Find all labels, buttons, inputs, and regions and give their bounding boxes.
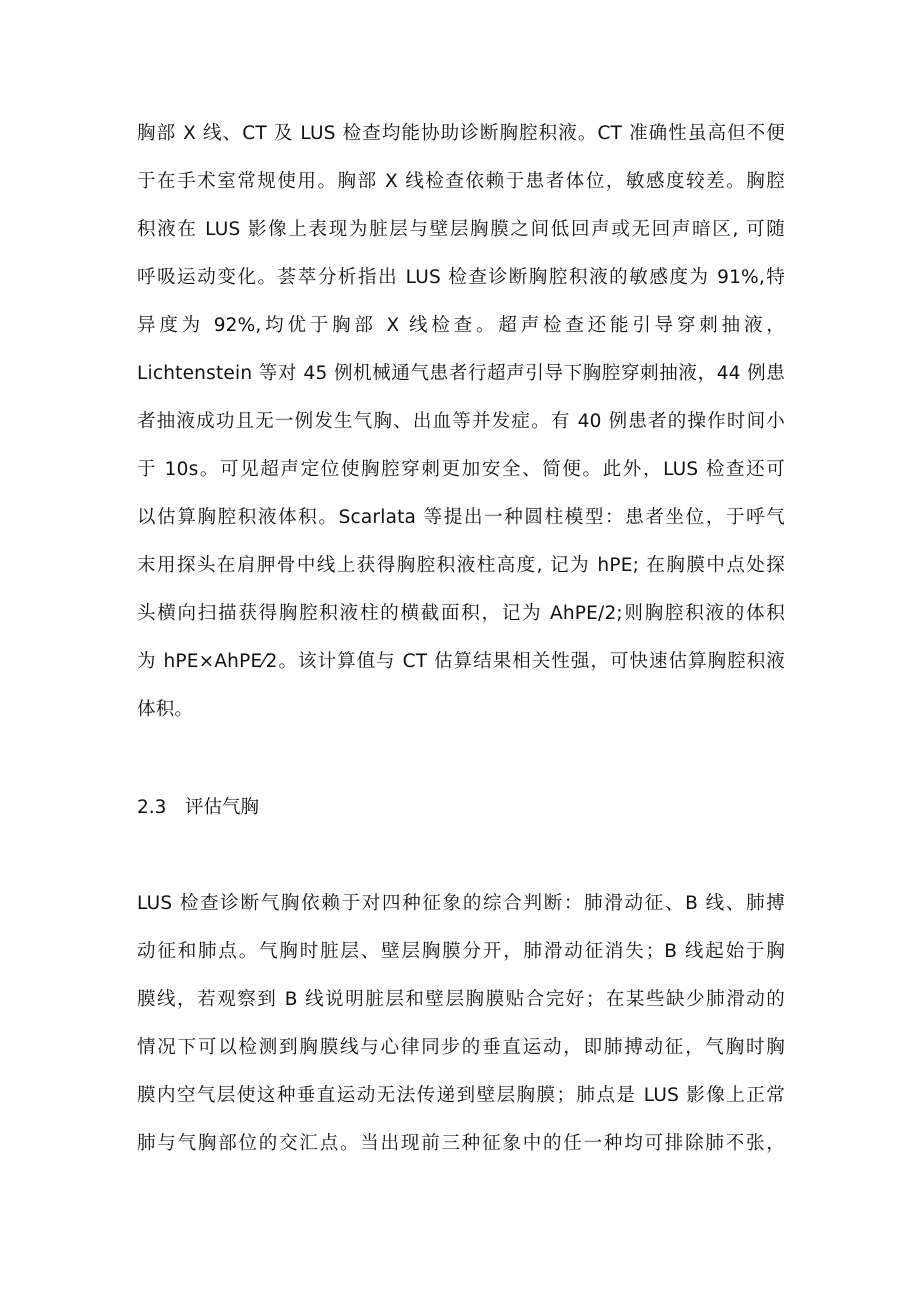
- paragraph-line: 为 hPE×AhPE⁄2。该计算值与 CT 估算结果相关性强，可快速估算胸腔积液: [137, 651, 785, 672]
- paragraph-line: 膜线，若观察到 B 线说明脏层和壁层胸膜贴合完好；在某些缺少肺滑动的: [137, 989, 785, 1010]
- paragraph-line: 动征和肺点。气胸时脏层、壁层胸膜分开，肺滑动征消失；B 线起始于胸: [137, 941, 785, 962]
- paragraph-line: 积液在 LUS 影像上表现为脏层与壁层胸膜之间低回声或无回声暗区, 可随: [137, 219, 785, 240]
- paragraph-line: 异度为 92%,均优于胸部 X 线检查。超声检查还能引导穿刺抽液，: [137, 315, 785, 336]
- paragraph-line: Lichtenstein 等对 45 例机械通气患者行超声引导下胸腔穿刺抽液，44 例患: [137, 363, 785, 384]
- paragraph-line: 胸部 X 线、CT 及 LUS 检查均能协助诊断胸腔积液。CT 准确性虽高但不便: [137, 123, 785, 144]
- section-title: 评估气胸: [185, 797, 260, 818]
- paragraph-line: LUS 检查诊断气胸依赖于对四种征象的综合判断：肺滑动征、B 线、肺搏: [137, 893, 785, 914]
- paragraph-line: 呼吸运动变化。荟萃分析指出 LUS 检查诊断胸腔积液的敏感度为 91%,特: [137, 267, 785, 288]
- paragraph-line: 头横向扫描获得胸腔积液柱的横截面积，记为 AhPE/2;则胸腔积液的体积: [137, 603, 785, 624]
- paragraph-line: 体积。: [137, 699, 194, 720]
- section-heading: [137, 795, 259, 821]
- paragraph-line: 以估算胸腔积液体积。Scarlata 等提出一种圆柱模型：患者坐位，于呼气: [137, 507, 785, 528]
- paragraph-line: 肺与气胸部位的交汇点。当出现前三种征象中的任一种均可排除肺不张，: [137, 1133, 785, 1154]
- paragraph-line: 膜内空气层使这种垂直运动无法传递到壁层胸膜；肺点是 LUS 影像上正常: [137, 1085, 785, 1106]
- section-number: 2.3: [137, 797, 167, 818]
- paragraph-line: 于 10s。可见超声定位使胸腔穿刺更加安全、简便。此外，LUS 检查还可: [137, 459, 785, 480]
- paragraph-line: 末用探头在肩胛骨中线上获得胸腔积液柱高度, 记为 hPE; 在胸膜中点处探: [137, 555, 785, 576]
- paragraph-line: 情况下可以检测到胸膜线与心律同步的垂直运动，即肺搏动征，气胸时胸: [137, 1037, 785, 1058]
- paragraph-line: 于在手术室常规使用。胸部 X 线检查依赖于患者体位，敏感度较差。胸腔: [137, 171, 785, 192]
- paragraph-line: 者抽液成功且无一例发生气胸、出血等并发症。有 40 例患者的操作时间小: [137, 411, 785, 432]
